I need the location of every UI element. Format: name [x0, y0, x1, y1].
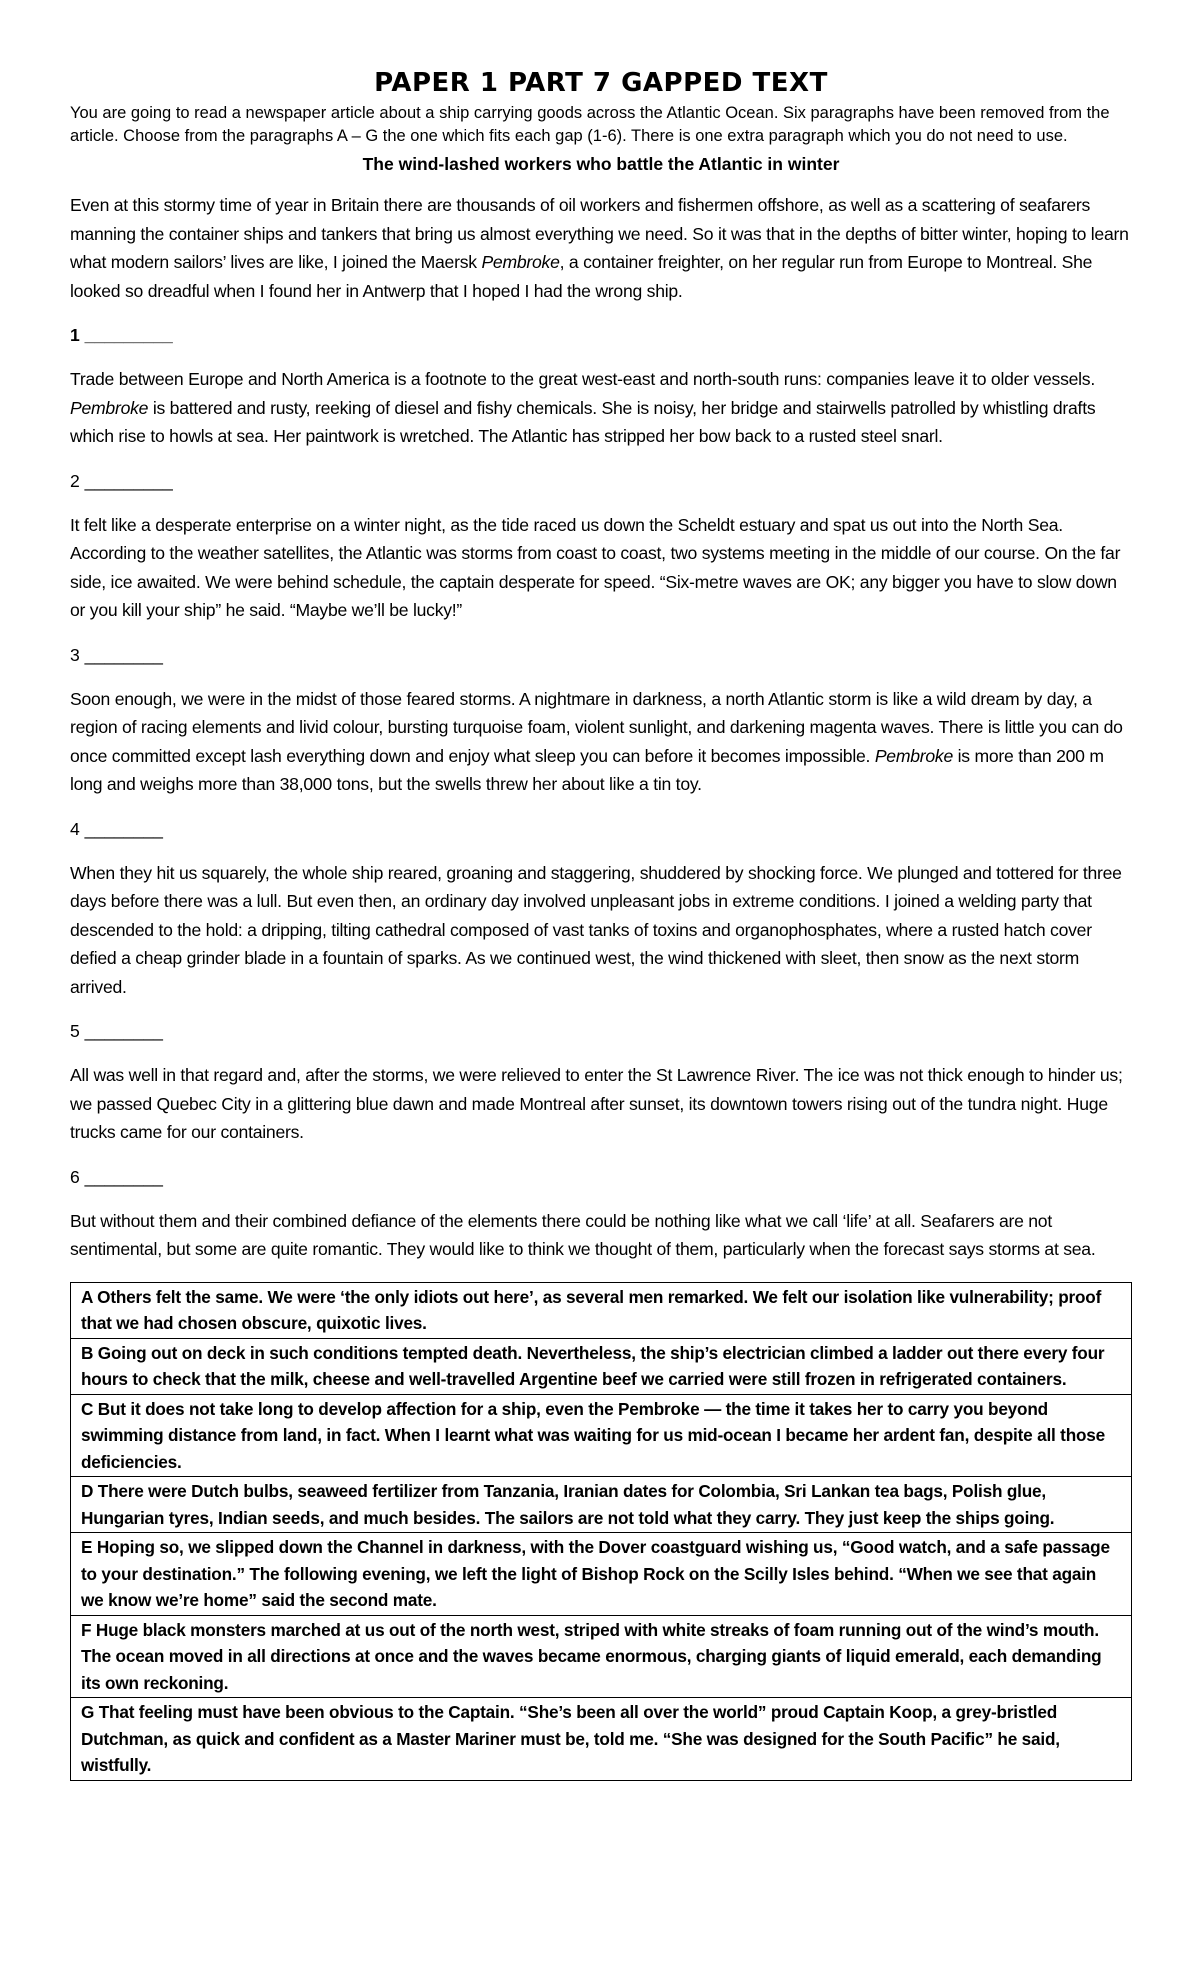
- option-e: E Hoping so, we slipped down the Channel in darkness, with the Dover coastguard wishing us, “Good watch, and a safe passage to your destination.” The following evening, we left the light of Bishop Rock on the Scilly Isles behind. “When we see that again we know we’re home” said the second mate.: [71, 1532, 1131, 1615]
- article-paragraph-1: Even at this stormy time of year in Britain there are thousands of oil workers and fishermen offshore, as well as a scattering of seafarers manning the container ships and tankers that bring us almost everything we need. So it was that in the depths of bitter winter, hoping to learn what modern sailors’ lives are like, I joined the Maersk Pembroke, a container freighter, on her regular run from Europe to Montreal. She looked so dreadful when I found her in Antwerp that I hoped I had the wrong ship.: [70, 195, 1129, 301]
- article-paragraph-4: Soon enough, we were in the midst of those feared storms. A nightmare in darkness, a north Atlantic storm is like a wild dream by day, a region of racing elements and livid colour, bursting turquoise foam, violent sunlight, and darkening magenta waves. There is little you can do once committed except lash everything down and enjoy what sleep you can before it becomes impossible. Pembroke is more than 200 m long and weighs more than 38,000 tons, but the swells threw her about like a tin toy.: [70, 688, 1123, 794]
- article-paragraph-6: All was well in that regard and, after the storms, we were relieved to enter the St Lawrence River. The ice was not thick enough to hinder us; we passed Quebec City in a glittering blue dawn and made Montreal after sunset, its downtown towers rising out of the tundra night. Huge trucks came for our containers.: [70, 1065, 1123, 1142]
- option-b: B Going out on deck in such conditions tempted death. Nevertheless, the ship’s electrician climbed a ladder out there every four hours to check that the milk, cheese and well-travelled Argentine beef we carried were still frozen in refrigerated containers.: [71, 1338, 1131, 1394]
- option-a: A Others felt the same. We were ‘the only idiots out here’, as several men remarked. We felt our isolation like vulnerability; proof that we had chosen obscure, quixotic lives.: [81, 1286, 1102, 1333]
- article-paragraph-7: But without them and their combined defiance of the elements there could be nothing like what we call ‘life’ at all. Seafarers are not sentimental, but some are quite romantic. They would like to think we thought of them, particularly when the forecast says storms at sea.: [70, 1210, 1096, 1259]
- page-title: PAPER 1 PART 7 GAPPED TEXT: [374, 68, 828, 98]
- gap-3: 3 ________: [70, 644, 163, 665]
- option-f: F Huge black monsters marched at us out of the north west, striped with white streaks of foam running out of the wind’s mouth. The ocean moved in all directions at once and the waves became enormous, charging giants of liquid emerald, each demanding its own reckoning.: [71, 1615, 1131, 1698]
- article-paragraph-3: It felt like a desperate enterprise on a winter night, as the tide raced us down the Scheldt estuary and spat us out into the North Sea. According to the weather satellites, the Atlantic was storms from coast to coast, two systems meeting in the middle of our course. On the far side, ice awaited. We were behind schedule, the captain desperate for speed. “Six-metre waves are OK; any bigger you have to slow down or you kill your ship” he said. “Maybe we’ll be lucky!”: [70, 514, 1121, 620]
- gap-2: 2 _________: [70, 470, 173, 491]
- article-paragraph-2: Trade between Europe and North America is a footnote to the great west-east and north-south runs: companies leave it to older vessels. Pembroke is battered and rusty, reeking of diesel and fishy chemicals. She is noisy, her bridge and stairwells patrolled by whistling drafts which rise to howls at sea. Her paintwork is wretched. The Atlantic has stripped her bow back to a rusted steel snarl.: [70, 369, 1096, 446]
- gap-1: 1 _________: [70, 325, 173, 345]
- options-table: [70, 1282, 1132, 1781]
- gap-6: 6 ________: [70, 1166, 163, 1187]
- option-g: G That feeling must have been obvious to the Captain. “She’s been all over the world” proud Captain Koop, a grey-bristled Dutchman, as quick and confident as a Master Mariner must be, told me. “She was designed for the South Pacific” he said, wistfully.: [71, 1697, 1131, 1780]
- gap-5: 5 ________: [70, 1021, 163, 1041]
- gap-4: 4 ________: [70, 818, 163, 839]
- worksheet-page: [70, 68, 1132, 1781]
- article-title: The wind-lashed workers who battle the Atlantic in winter: [362, 154, 840, 174]
- article-paragraph-5: When they hit us squarely, the whole ship reared, groaning and staggering, shuddered by shocking force. We plunged and tottered for three days before there was a lull. But even then, an ordinary day involved unpleasant jobs in extreme conditions. I joined a welding party that descended to the hold: a dripping, tilting cathedral composed of vast tanks of toxins and organophosphates, where a rusted hatch cover defied a cheap grinder blade in a fountain of sparks. As we continued west, the wind thickened with sleet, then snow as the next storm arrived.: [70, 862, 1122, 997]
- option-c: C But it does not take long to develop affection for a ship, even the Pembroke — the time it takes her to carry you beyond swimming distance from land, in fact. When I learnt what was waiting for us mid-ocean I became her ardent fan, despite all those deficiencies.: [71, 1394, 1131, 1477]
- option-d: D There were Dutch bulbs, seaweed fertilizer from Tanzania, Iranian dates for Colombia, Sri Lankan tea bags, Polish glue, Hungarian tyres, Indian seeds, and much besides. The sailors are not told what they carry. They just keep the ships going.: [71, 1476, 1131, 1532]
- instructions: You are going to read a newspaper article about a ship carrying goods across the Atlantic Ocean. Six paragraphs have been removed from the article. Choose from the paragraphs A – G the one which fits each gap (1-6). There is one extra paragraph which you do not need to use.: [70, 104, 1110, 145]
